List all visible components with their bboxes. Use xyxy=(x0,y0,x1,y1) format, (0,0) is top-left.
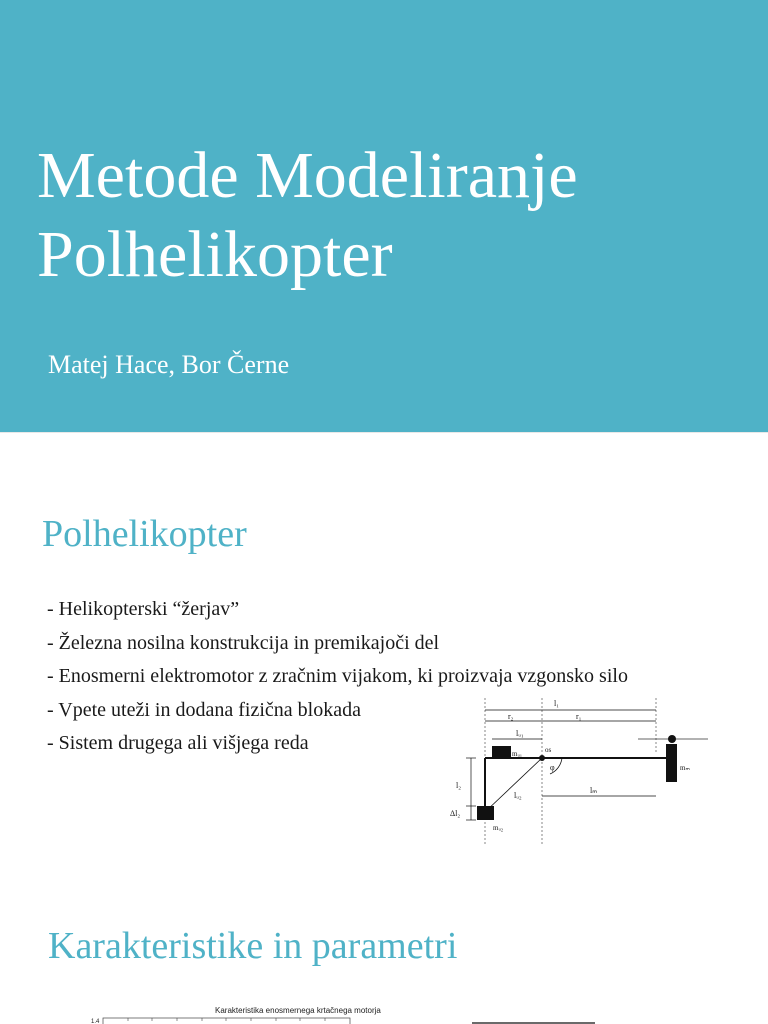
diagram-label-lu1: lᵤ₁ xyxy=(516,729,524,738)
y-tick-label: 1.4 xyxy=(91,1019,100,1024)
helicopter-crane-diagram xyxy=(446,694,716,846)
diagram-label-l1: l₁ xyxy=(554,699,560,708)
slide-title-line-2: Polhelikopter xyxy=(37,218,393,291)
diagram-label-lu2: lᵤ₂ xyxy=(514,791,522,800)
bullet-item: - Sistem drugega ali višjega reda xyxy=(47,732,309,754)
title-slide xyxy=(0,0,768,432)
diagram-label-phi: φ xyxy=(550,763,555,772)
slide-authors: Matej Hace, Bor Černe xyxy=(48,350,290,379)
bullet-item: - Enosmerni elektromotor z zračnim vijakom, ki proizvaja vzgonsko silo xyxy=(47,665,628,687)
diagram-label-l2: l₂ xyxy=(456,781,462,790)
section-title-karakteristike: Karakteristike in parametri xyxy=(48,925,458,967)
bullet-item: - Železna nosilna konstrukcija in premikajoči del xyxy=(47,631,440,654)
slide-title-line-1: Metode Modeliranje xyxy=(37,139,578,212)
diagram-label-r1: r₁ xyxy=(576,712,582,721)
diagram-label-r2: r₂ xyxy=(508,712,514,721)
bullet-item: - Vpete uteži in dodana fizična blokada xyxy=(47,698,361,721)
chart-plot-area xyxy=(103,1018,350,1024)
diagram-label-mu1: mᵤ₁ xyxy=(512,750,523,758)
diagram-label-os: os xyxy=(545,746,552,754)
section-title-polhelikopter: Polhelikopter xyxy=(42,513,247,555)
bullet-item: - Helikopterski “žerjav” xyxy=(47,598,240,620)
diagram-label-mu2: mᵤ₂ xyxy=(493,824,504,832)
diagram-label-delta-l2: Δl₂ xyxy=(450,809,461,818)
diagram-label-lm: lₘ xyxy=(590,786,598,795)
slide-divider xyxy=(0,432,768,433)
motor-characteristic-chart xyxy=(80,1002,640,1024)
diagram-label-mm: mₘ xyxy=(680,764,690,772)
chart-title: Karakteristika enosmernega krtačnega motorja xyxy=(215,1006,381,1015)
